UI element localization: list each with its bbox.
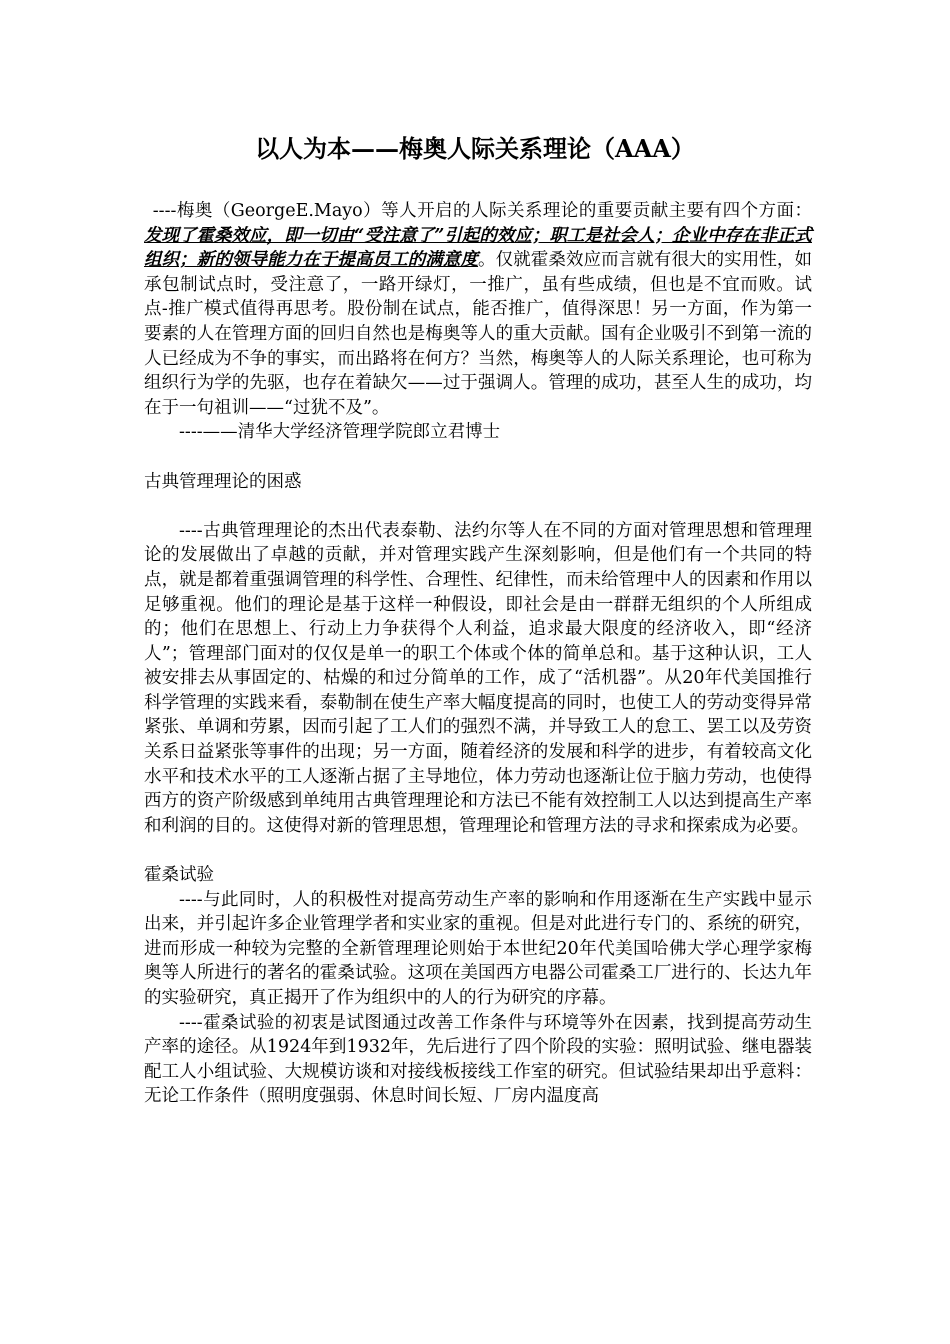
spacer	[144, 838, 812, 863]
section-paragraph-classical: ----古典管理理论的杰出代表泰勒、法约尔等人在不同的方面对管理思想和管理理论的发展做出了卓越的贡献，并对管理实践产生深刻影响，但是他们有一个共同的特点，就是都着重强调管理的科学性、合理性、纪律性，而未给管理中人的因素和作用以足够重视。他们的理论是基于这样一种假设，即社会是由一群群无组织的个人所组成的；他们在思想上、行动上力争获得个人利益，追求最大限度的经济收入，即“经济人”；管理部门面对的仅仅是单一的职工个体或个体的简单总和。基于这种认识，工人被安排去从事固定的、枯燥的和过分简单的工作，成了“活机器”。从20年代美国推行科学管理的实践来看，泰勒制在使生产率大幅度提高的同时，也使工人的劳动变得异常紧张、单调和劳累，因而引起了工人们的强烈不满，并导致工人的怠工、罢工以及劳资关系日益紧张等事件的出现；另一方面，随着经济的发展和科学的进步，有着较高文化水平和技术水平的工人逐渐占据了主导地位，体力劳动也逐渐让位于脑力劳动，也使得西方的资产阶级感到单纯用古典管理理论和方法已不能有效控制工人以达到提高生产率和利润的目的。这使得对新的管理思想，管理理论和管理方法的寻求和探索成为必要。	[144, 520, 812, 836]
intro-lead: ----梅奥（GeorgeE.Mayo）等人开启的人际关系理论的重要贡献主要有四个方面：	[152, 201, 812, 221]
spacer	[144, 445, 812, 470]
document-title: 以人为本——梅奥人际关系理论（AAA）	[255, 134, 695, 163]
section-paragraph-hawthorne-2: ----霍桑试验的初衷是试图通过改善工作条件与环境等外在因素，找到提高劳动生产率的途径。从1924年到1932年，先后进行了四个阶段的实验：照明试验、继电器装配工人小组试验、大规模访谈和对接线板接线工作室的研究。但试验结果却出乎意料：无论工作条件（照明度强弱、休息时间长短、厂房内温度高	[144, 1012, 812, 1107]
intro-rest: 。仅就霍桑效应而言就有很大的实用性，如承包制试点时，受注意了，一路开绿灯，一推广，虽有些成绩，但也是不宜而败。试点-推广模式值得再思考。股份制在试点，能否推广，值得深思！另一方面，作为第一要素的人在管理方面的回归自然也是梅奥等人的重大贡献。国有企业吸引不到第一流的人已经成为不争的事实，而出路将在何方？当然，梅奥等人的人际关系理论，也可称为组织行为学的先驱，也存在着缺欠——过于强调人。管理的成功，甚至人生的成功，均在于一句祖训——“过犹不及”。	[144, 250, 813, 418]
section-heading-hawthorne: 霍桑试验	[144, 865, 214, 886]
intro-emphasis: 发现了霍桑效应，即一切由“受注意了”引起的效应；职工是社会人；企业中存在非正式组织；新的领导能力在于提高员工的满意度	[144, 225, 812, 271]
document-body	[144, 199, 812, 1109]
intro-author: ----——清华大学经济管理学院郎立君博士	[179, 422, 501, 443]
intro-paragraph	[144, 199, 812, 420]
spacer	[144, 494, 812, 519]
section-paragraph-hawthorne-1: ----与此同时，人的积极性对提高劳动生产率的影响和作用逐渐在生产实践中显示出来，并引起许多企业管理学者和实业家的重视。但是对此进行专门的、系统的研究，进而形成一种较为完整的全新管理理论则始于本世纪20年代美国哈佛大学心理学家梅奥等人所进行的著名的霍桑试验。这项在美国西方电器公司霍桑工厂进行的、长达九年的实验研究，真正揭开了作为组织中的人的行为研究的序幕。	[144, 889, 812, 1008]
section-heading-classical: 古典管理理论的困惑	[144, 471, 302, 492]
